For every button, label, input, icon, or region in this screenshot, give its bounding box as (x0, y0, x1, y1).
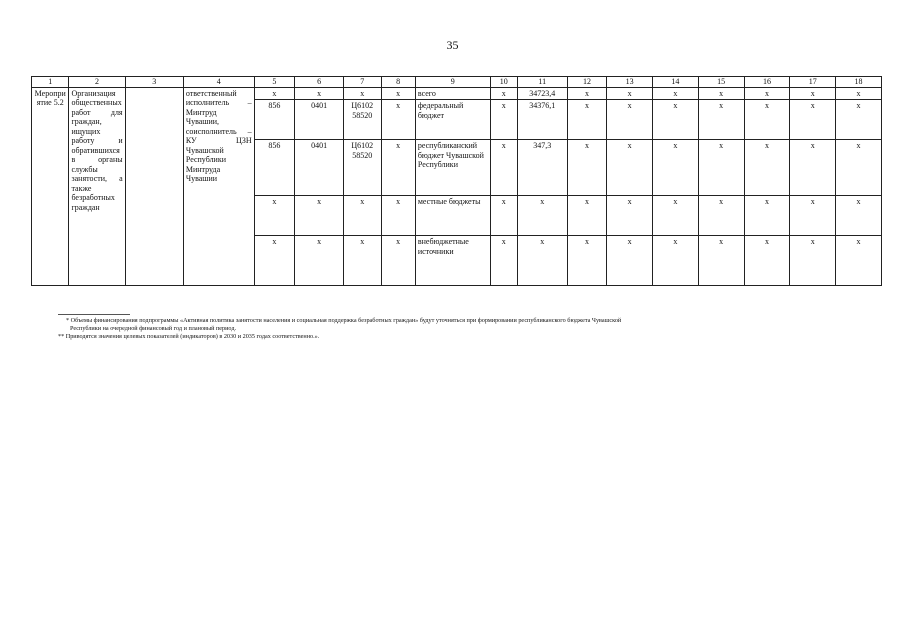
table-cell-c7: Ц6102 58520 (344, 140, 381, 196)
table-cell-c11: 34723,4 (517, 87, 567, 100)
table-cell-c17: x (790, 236, 836, 286)
page-number: 35 (446, 38, 459, 52)
table-cell-c17: x (790, 196, 836, 236)
table-cell-c16: x (744, 140, 790, 196)
table-cell-c6: 0401 (295, 100, 344, 140)
table-cell-c9: внебюджетные источники (415, 236, 490, 286)
table-cell-c12: x (567, 140, 607, 196)
header-row (32, 77, 882, 88)
table-cell-c6: x (295, 236, 344, 286)
header-cell: 15 (698, 77, 744, 88)
table-cell-c5: 856 (254, 140, 295, 196)
table-cell-c13: x (607, 196, 653, 236)
header-cell: 1 (32, 77, 69, 88)
header-cell: 4 (183, 77, 254, 88)
header-cell: 9 (415, 77, 490, 88)
header-cell: 17 (790, 77, 836, 88)
table-cell-c7: x (344, 236, 381, 286)
header-cell: 10 (490, 77, 517, 88)
table-cell-c8: x (381, 100, 415, 140)
table-cell-c14: x (653, 100, 699, 140)
table-cell-c12: x (567, 100, 607, 140)
header-cell: 3 (125, 77, 183, 88)
table-cell-c16: x (744, 100, 790, 140)
table-cell-c12: x (567, 196, 607, 236)
table-cell-c16: x (744, 196, 790, 236)
table-cell-c13: x (607, 236, 653, 286)
table-cell-c18: x (836, 87, 882, 100)
table-cell-c13: x (607, 140, 653, 196)
table-cell-c11: x (517, 196, 567, 236)
table-cell-c5: x (254, 196, 295, 236)
empty-cell-col3 (125, 87, 183, 286)
table-cell-c14: x (653, 236, 699, 286)
header-cell: 6 (295, 77, 344, 88)
table-cell-c10: x (490, 236, 517, 286)
table-cell-c6: x (295, 87, 344, 100)
table-cell-c11: 34376,1 (517, 100, 567, 140)
table-cell-c15: x (698, 236, 744, 286)
financing-table (31, 76, 882, 286)
footnotes (58, 317, 858, 341)
table-cell-c15: x (698, 87, 744, 100)
table-cell-c15: x (698, 100, 744, 140)
table-cell-c18: x (836, 100, 882, 140)
table-cell-c9: местные бюджеты (415, 196, 490, 236)
table-cell-c17: x (790, 87, 836, 100)
footnote-2: ** Приводятся значения целевых показателей (индикаторов) в 2030 и 2035 годах соответственно.». (58, 333, 320, 340)
header-cell: 16 (744, 77, 790, 88)
table-cell-c10: x (490, 87, 517, 100)
footnote-1-continuation: Республики на очередной финансовый год и плановый период. (70, 325, 237, 332)
measure-name-cell: Организация общественных работ для граждан, ищущих работу и обратившихся в органы службы занятости, а также безработных граждан (69, 87, 125, 286)
table-cell-c8: x (381, 140, 415, 196)
table-cell-c7: Ц6102 58520 (344, 100, 381, 140)
table-cell-c14: x (653, 140, 699, 196)
table-cell-c13: x (607, 100, 653, 140)
table-row (32, 87, 882, 100)
table-cell-c15: x (698, 140, 744, 196)
table-cell-c9: всего (415, 87, 490, 100)
table-cell-c14: x (653, 196, 699, 236)
table-cell-c11: x (517, 236, 567, 286)
footnote-divider (58, 314, 130, 315)
measure-number-cell: Мероприятие 5.2 (32, 87, 69, 286)
table-cell-c6: 0401 (295, 140, 344, 196)
table-cell-c16: x (744, 87, 790, 100)
header-cell: 8 (381, 77, 415, 88)
header-cell: 7 (344, 77, 381, 88)
table-cell-c8: x (381, 196, 415, 236)
table-cell-c17: x (790, 100, 836, 140)
table-cell-c6: x (295, 196, 344, 236)
table-cell-c5: x (254, 87, 295, 100)
table-cell-c7: x (344, 87, 381, 100)
table-cell-c14: x (653, 87, 699, 100)
table-cell-c5: 856 (254, 100, 295, 140)
header-cell: 13 (607, 77, 653, 88)
table-cell-c11: 347,3 (517, 140, 567, 196)
header-cell: 5 (254, 77, 295, 88)
table-cell-c16: x (744, 236, 790, 286)
header-cell: 2 (69, 77, 125, 88)
table-cell-c18: x (836, 236, 882, 286)
table-cell-c7: x (344, 196, 381, 236)
table-cell-c10: x (490, 100, 517, 140)
table-cell-c13: x (607, 87, 653, 100)
header-cell: 14 (653, 77, 699, 88)
table-cell-c10: x (490, 140, 517, 196)
table-cell-c17: x (790, 140, 836, 196)
table-cell-c12: x (567, 236, 607, 286)
table-cell-c15: x (698, 196, 744, 236)
table-cell-c9: республиканский бюджет Чувашской Республики (415, 140, 490, 196)
header-cell: 11 (517, 77, 567, 88)
responsible-executor-cell: ответственный исполнитель – Минтруд Чувашии, соисполнитель – КУ ЦЗН Чувашской Республики Минтруда Чувашии (183, 87, 254, 286)
table-cell-c5: x (254, 236, 295, 286)
header-cell: 12 (567, 77, 607, 88)
table-cell-c8: x (381, 236, 415, 286)
footnote-1: * Объемы финансирования подпрограммы «Активная политика занятости населения и социальная поддержка безработных граждан» будут уточняться при формировании республиканского бюджета Чувашской (66, 317, 622, 324)
table-cell-c9: федеральный бюджет (415, 100, 490, 140)
header-cell: 18 (836, 77, 882, 88)
table-cell-c12: x (567, 87, 607, 100)
table-cell-c18: x (836, 140, 882, 196)
table-cell-c8: x (381, 87, 415, 100)
table-cell-c18: x (836, 196, 882, 236)
table-cell-c10: x (490, 196, 517, 236)
